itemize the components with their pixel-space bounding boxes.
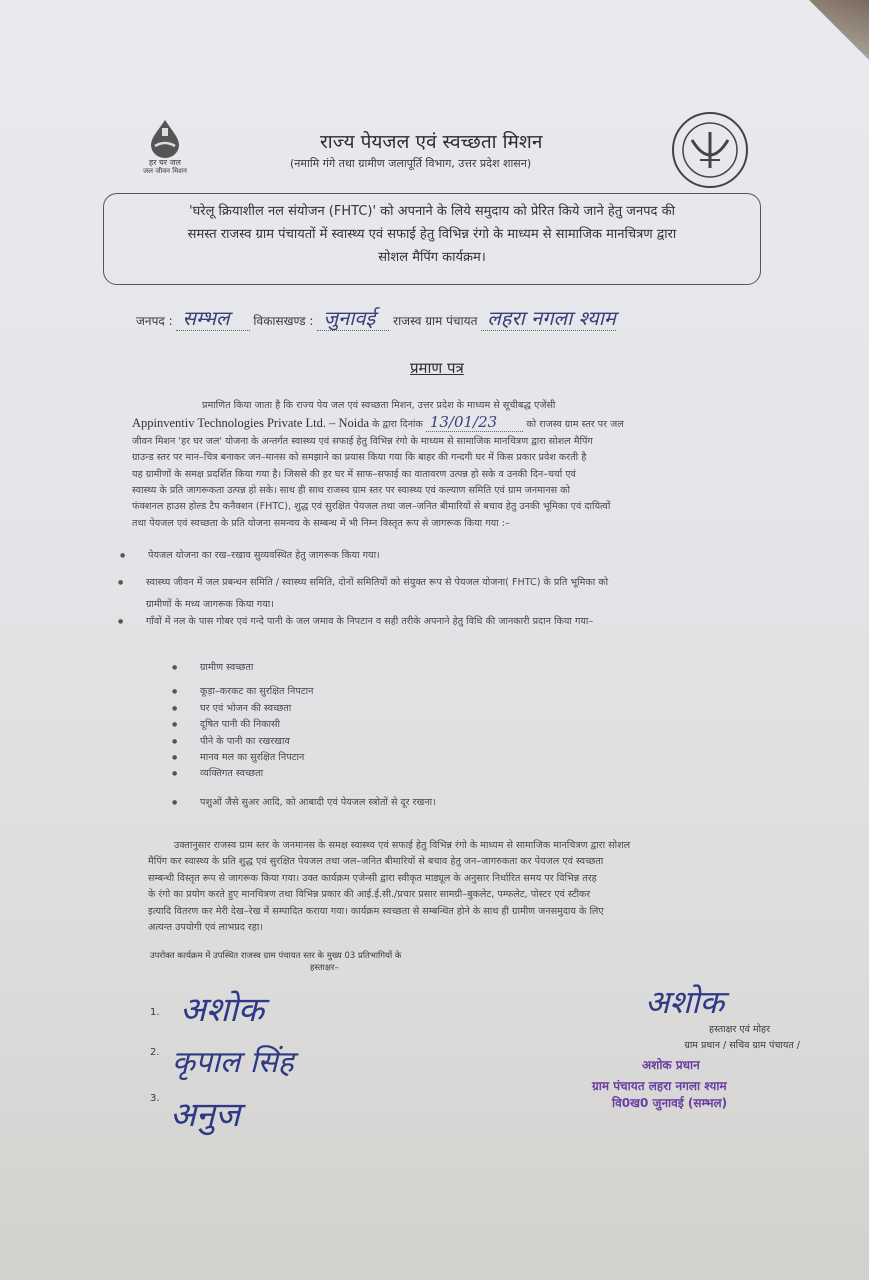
paragraph-2 (148, 838, 808, 936)
logo-line-2: जल जीवन मिशन (143, 167, 187, 175)
page-subtitle: (नमामि गंगे तथा ग्रामीण जलापूर्ति विभाग, उत्तर प्रदेश शासन) (290, 157, 532, 170)
bullet-item: ● पेयजल योजना का रख–रखाव सुव्यवस्थित हेतु जागरूक किया गया। (148, 548, 806, 564)
program-line-1: 'घरेलू क्रियाशील नल संयोजन (FHTC)' को अपनाने के लिये समुदाय को प्रेरित किये जाने हेतु जनपद की (189, 204, 675, 219)
p1-by-date: के द्वारा दिनांक (372, 419, 423, 431)
list-item: ● पशुओं जैसे सुअर आदि, को आबादी एवं पेयजल स्त्रोतों से दूर रखना। (200, 795, 760, 811)
emblem-icon (670, 110, 750, 190)
list-item: ● मानव मल का सुरक्षित निपटान (200, 750, 760, 766)
page-title: राज्य पेयजल एवं स्वच्छता मिशन (320, 131, 543, 153)
p1-line-2 (132, 414, 804, 433)
p2-line-3: सम्बन्धी विस्तृत रूप से जागरूक किया गया। उक्त कार्यक्रम एजेन्सी द्वारा स्वीकृत माड्यूल के अनुसार निर्धारित समय पर विभिन्न तरह (148, 872, 597, 884)
janpad-value: सम्भल (176, 306, 249, 331)
p1-line-5: यह ग्रामीणों के समक्ष प्रदर्शित किया गया है। जिससे की हर घर में साफ–सफाई का वातावरण उत्पन्न हो सके व उनकी दिन–चर्या एवं (132, 468, 576, 480)
participant-signature-3: अनुज (170, 1095, 241, 1135)
p2-line-2: मैपिंग कर स्वास्थ्य के प्रति शुद्ध एवं सुरक्षित पेयजल तथा जल–जनित बीमारियों से बचाव हेतु जन–जागरुकता कर पेयजल एवं स्वच्छता (148, 856, 604, 868)
p1-line-3: जीवन मिशन 'हर घर जल' योजना के अन्तर्गत स्वास्थ्य एवं सफाई हेतु विभिन्न रंगो के माध्यम से सामाजिक मानचित्रण द्वारा सोशल मैपिंग (132, 435, 593, 447)
p1-line-1: प्रमाणित किया जाता है कि राज्य पेय जल एवं स्वच्छता मिशन, उत्तर प्रदेश के माध्यम से सूचीबद्ध एजेंसी (202, 400, 556, 411)
stamp-line-2: वि0ख0 जुनावई (सम्भल) (612, 1096, 728, 1110)
pradhan-signature: अशोक (645, 983, 725, 1021)
bullet-list (146, 548, 806, 564)
janpad-label: जनपद : (136, 314, 173, 328)
participant-number-3: 3. (150, 1093, 160, 1104)
participants-sign-label: हस्ताक्षर– (310, 963, 339, 973)
agency-name: Appinventiv Technologies Private Ltd. – Noida (132, 416, 370, 431)
participants-intro-text: उपरोक्त कार्यक्रम में उपस्थित राजस्व ग्राम पंचायत स्तर के मुख्य 03 प्रतिभागियों के (150, 951, 402, 961)
p2-line-6: अत्यन्त उपयोगी एवं लाभप्रद रहा। (148, 922, 264, 934)
bullet-2-cont: ग्रामीणों के मध्य जागरूक किया गया। (146, 599, 274, 611)
signatory-label-2: ग्राम प्रधान / सचिव ग्राम पंचायत / (684, 1040, 800, 1051)
up-government-emblem (670, 110, 750, 190)
program-line-2: समस्त राजस्व ग्राम पंचायतों में स्वास्थ्य एवं सफाई हेतु विभिन्न रंगो के माध्यम से सामाजिक मानचित्रण द्वारा (187, 227, 677, 242)
list-item: ● ग्रामीण स्वच्छता (200, 660, 760, 676)
bullet-item: ● गाँवों में नल के पास गोबर एवं गन्दे पानी के जल जमाव के निपटान व सही तरीके अपनाने हेतु विधि की जानकारी प्रदान किया गया– (146, 614, 806, 630)
bullet-3 (146, 614, 806, 630)
paragraph-1 (132, 398, 804, 532)
program-line-3: सोशल मैपिंग कार्यक्रम। (378, 250, 486, 265)
date-value: 13/01/23 (426, 413, 523, 432)
participant-number-2: 2. (150, 1047, 160, 1058)
list-item: ● पीने के पानी का रखरखाव (200, 734, 760, 750)
signatory-label-1: हस्ताक्षर एवं मोहर (709, 1024, 770, 1035)
logo-line-1: हर घर जल (149, 158, 181, 167)
pradhan-stamp (592, 1056, 792, 1111)
participant-signature-1: अशोक (180, 990, 265, 1030)
list-item: ● कूड़ा–करकट का सुरक्षित निपटान (200, 684, 760, 700)
vikaskhand-label: विकासखण्ड : (253, 314, 314, 328)
location-fields (136, 304, 836, 331)
participant-number-1: 1. (150, 1007, 160, 1018)
gram-panchayat-label: राजस्व ग्राम पंचायत (393, 314, 478, 328)
participants-intro (150, 950, 570, 974)
har-ghar-jal-logo (135, 118, 195, 175)
list-item: ● व्यक्तिगत स्वच्छता (200, 766, 760, 782)
p2-line-4: के रंगो का प्रयोग करते हुए मानचित्रण तथा विभिन्न प्रकार की आई.ई.सी./प्रचार प्रसार सामग्री–बुकलेट, पम्फलेट, पोस्टर एवं स्टीकर (148, 889, 591, 901)
stamp-name: अशोक प्रधान (642, 1058, 700, 1072)
participant-signature-2: कृपाल सिंह (172, 1045, 294, 1080)
p1-line-6: स्वास्थ्य के प्रति जागरूकता उत्पन्न हो सके। साथ ही साथ राजस्व ग्राम स्तर पर स्वास्थ्य एवं कल्याण समिति एवं ग्राम जनमानस को (132, 485, 571, 497)
list-item: ● दूषित पानी की निकासी (200, 717, 760, 733)
p2-line-5: इत्यादि वितरण कर मेरी देख–रेख में सम्पादित कराया गया। कार्यक्रम स्वच्छता से सम्बन्धित होने के साथ ही ग्रामीण जनसमुदाय के लिए (148, 905, 604, 917)
p1-line-7: फंक्शनल हाउस होल्ड टैप कनैक्शन (FHTC), शुद्ध एवं सुरक्षित पेयजल तथा जल–जनित बीमारियों से बचाव हेतु उनकी भूमिका एवं दायित्वों (132, 501, 611, 513)
signatory-block (590, 1022, 800, 1054)
p1-tail: को राजस्व ग्राम स्तर पर जल (526, 419, 624, 431)
water-drop-icon (145, 118, 185, 158)
p1-line-4: ग्राउन्ड स्तर पर मान–चित्र बनाकर जन–मानस को समझाने का प्रयास किया गया कि बाहर की गन्दगी घर में किस प्रकार प्रवेश करती है (132, 452, 587, 464)
hygiene-list-last (200, 795, 760, 811)
bullet-item: ● स्वास्थ्य जीवन में जल प्रबन्धन समिति / स्वास्थ्य समिति, दोनों समितियों को संयुक्त रूप से पेयजल योजना( FHTC) के प्रति भूमिका को (146, 575, 806, 591)
p1-line-8: तथा पेयजल एवं स्वच्छता के प्रति योजना समन्वय के सम्बन्ध में भी निम्न विस्तृत रूप से जागरूक किया गया :– (132, 517, 510, 529)
bullet-2 (146, 575, 806, 614)
stamp-line-1: ग्राम पंचायत लहरा नगला श्याम (592, 1079, 727, 1093)
list-item: ● घर एवं भोजन की स्वच्छता (200, 701, 760, 717)
vikaskhand-value: जुनावई (317, 306, 389, 331)
gram-panchayat-value: लहरा नगला श्याम (481, 306, 616, 331)
hygiene-list (200, 660, 760, 783)
certificate-heading: प्रमाण पत्र (410, 359, 464, 377)
program-title-box (103, 193, 761, 285)
p2-line-1: उक्तानुसार राजस्व ग्राम स्तर के जनमानस के समक्ष स्वास्थ्य एवं सफाई हेतु विभिन्न रंगो के माध्यम से सामाजिक मानचित्रण द्वारा सोशल (174, 840, 631, 851)
